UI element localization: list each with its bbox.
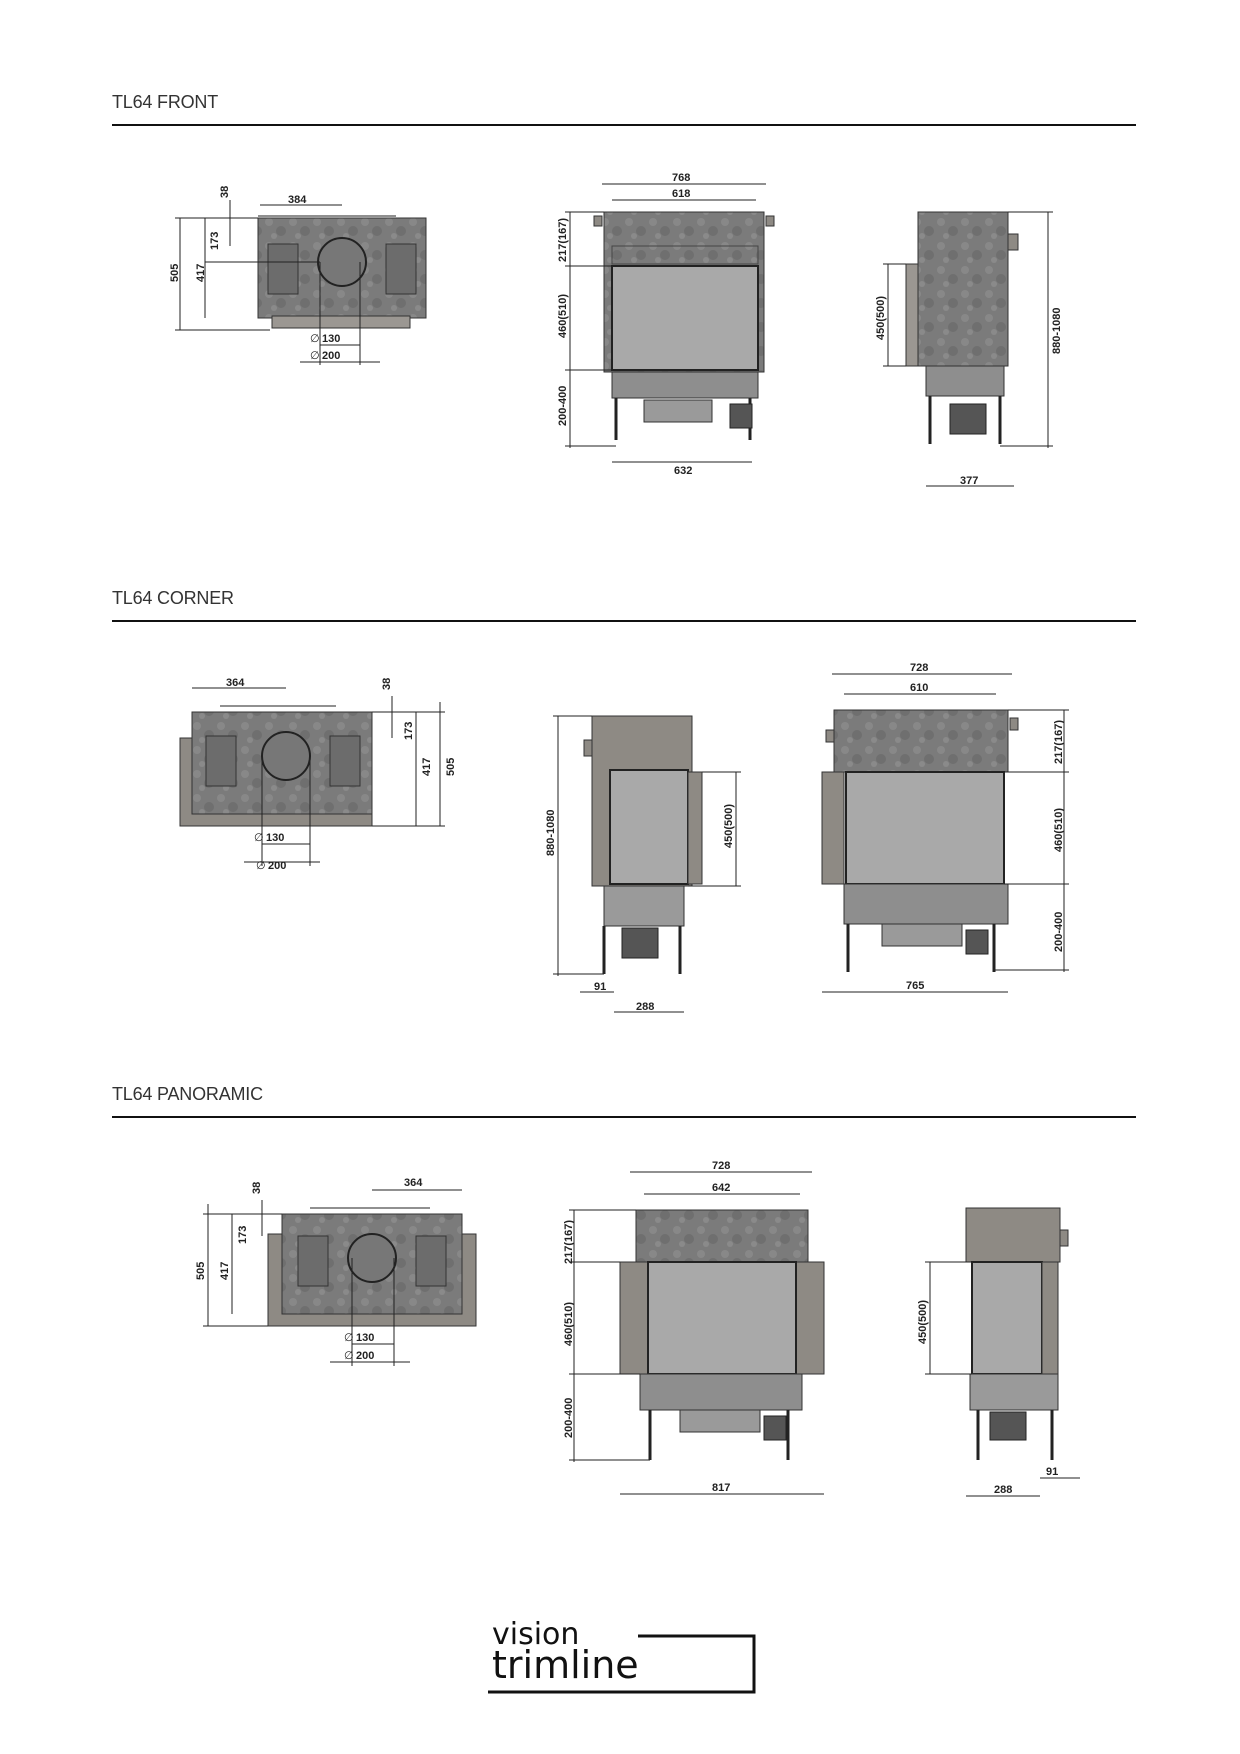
corner-front-dim-460: 460(510) xyxy=(1053,807,1065,852)
corner-top-dim-173: 173 xyxy=(403,721,415,740)
corner-top-view xyxy=(180,688,445,866)
corner-front-glass xyxy=(846,772,1004,884)
panoramic-top-dim-38: 38 xyxy=(251,1181,263,1194)
panoramic-front-dim-460: 460(510) xyxy=(563,1301,575,1346)
corner-front-body xyxy=(834,710,1008,772)
vision-trimline-logo xyxy=(488,1616,758,1696)
corner-front-view xyxy=(822,674,1069,992)
panoramic-top-flue xyxy=(348,1234,396,1282)
front-side-dim-880: 880-1080 xyxy=(1051,307,1063,354)
front-front-dim-632: 632 xyxy=(674,465,693,477)
front-top-dim-505: 505 xyxy=(169,263,181,282)
diameter-icon: ∅ xyxy=(344,1331,354,1344)
front-front-dim-618: 618 xyxy=(672,188,691,200)
corner-front-dim-217: 217(167) xyxy=(1053,719,1065,764)
panoramic-top-dia-200: 200 xyxy=(356,1350,375,1362)
diameter-icon: ∅ xyxy=(254,831,264,844)
panoramic-front-glass xyxy=(648,1262,796,1374)
diameter-icon: ∅ xyxy=(310,332,320,345)
panoramic-side-body xyxy=(966,1208,1060,1262)
panoramic-top-view xyxy=(203,1190,476,1366)
front-front-dim-460: 460(510) xyxy=(557,293,569,338)
front-top-base xyxy=(272,316,410,328)
front-top-dia-200: 200 xyxy=(322,350,341,362)
front-top-dim-417: 417 xyxy=(195,263,207,282)
panoramic-front-body xyxy=(636,1210,808,1264)
panoramic-front-dim-642: 642 xyxy=(712,1182,731,1194)
section-title-panoramic: TL64 PANORAMIC xyxy=(112,1084,263,1104)
panoramic-side-view xyxy=(925,1208,1080,1496)
corner-top-flue xyxy=(262,732,310,780)
corner-side-dim-288: 288 xyxy=(636,1001,655,1013)
corner-side-dim-91: 91 xyxy=(594,981,607,993)
panoramic-front-dim-728: 728 xyxy=(712,1160,731,1172)
corner-front-dim-765: 765 xyxy=(906,980,925,992)
panoramic-front-dim-217: 217(167) xyxy=(563,1219,575,1264)
corner-top-dim-38: 38 xyxy=(381,677,393,690)
corner-side-dim-880: 880-1080 xyxy=(545,809,557,856)
front-top-dim-38: 38 xyxy=(219,185,231,198)
front-front-dim-217: 217(167) xyxy=(557,217,569,262)
panoramic-top-dia-130: 130 xyxy=(356,1332,375,1344)
panoramic-side-dim-450: 450(500) xyxy=(917,1299,929,1344)
front-front-dim-768: 768 xyxy=(672,172,691,184)
panoramic-top-dim-173: 173 xyxy=(237,1225,249,1244)
panoramic-top-dim-505: 505 xyxy=(195,1261,207,1280)
front-side-view xyxy=(883,212,1053,486)
section-title-corner: TL64 CORNER xyxy=(112,588,234,608)
front-front-dim-200-400: 200-400 xyxy=(557,385,569,426)
panoramic-top-dim-364: 364 xyxy=(404,1177,423,1189)
section-title-front: TL64 FRONT xyxy=(112,92,219,112)
front-top-dim-384: 384 xyxy=(288,194,307,206)
front-top-dim-173: 173 xyxy=(209,231,221,250)
front-top-dia-130: 130 xyxy=(322,333,341,345)
corner-top-dia-130: 130 xyxy=(266,832,285,844)
corner-front-dim-200-400: 200-400 xyxy=(1053,911,1065,952)
panoramic-front-dim-817: 817 xyxy=(712,1482,731,1494)
corner-top-dim-505: 505 xyxy=(445,757,457,776)
corner-top-dim-417: 417 xyxy=(421,757,433,776)
front-front-view xyxy=(565,184,774,462)
corner-side-dim-450: 450(500) xyxy=(723,803,735,848)
corner-top-dia-200: 200 xyxy=(268,860,287,872)
panoramic-front-dim-200-400: 200-400 xyxy=(563,1397,575,1438)
logo-line2: trimline xyxy=(492,1643,639,1687)
front-side-dim-377: 377 xyxy=(960,475,979,487)
front-front-glass xyxy=(612,266,758,370)
panoramic-top-dim-417: 417 xyxy=(219,1261,231,1280)
corner-side-view xyxy=(553,716,741,1012)
front-side-body xyxy=(918,212,1008,366)
panoramic-side-glass xyxy=(972,1262,1042,1374)
corner-front-dim-610: 610 xyxy=(910,682,929,694)
diameter-icon: ∅ xyxy=(344,1349,354,1362)
front-top-view xyxy=(175,200,426,365)
diameter-icon: ∅ xyxy=(310,349,320,362)
panoramic-front-view xyxy=(569,1172,824,1494)
diameter-icon: ∅ xyxy=(256,859,266,872)
corner-front-dim-728: 728 xyxy=(910,662,929,674)
corner-top-dim-364: 364 xyxy=(226,677,245,689)
panoramic-side-dim-91: 91 xyxy=(1046,1466,1059,1478)
corner-side-glass xyxy=(610,770,688,884)
front-side-dim-450: 450(500) xyxy=(875,295,887,340)
logo-line1: vision xyxy=(492,1617,580,1652)
panoramic-side-dim-288: 288 xyxy=(994,1484,1013,1496)
front-top-flue xyxy=(318,238,366,286)
